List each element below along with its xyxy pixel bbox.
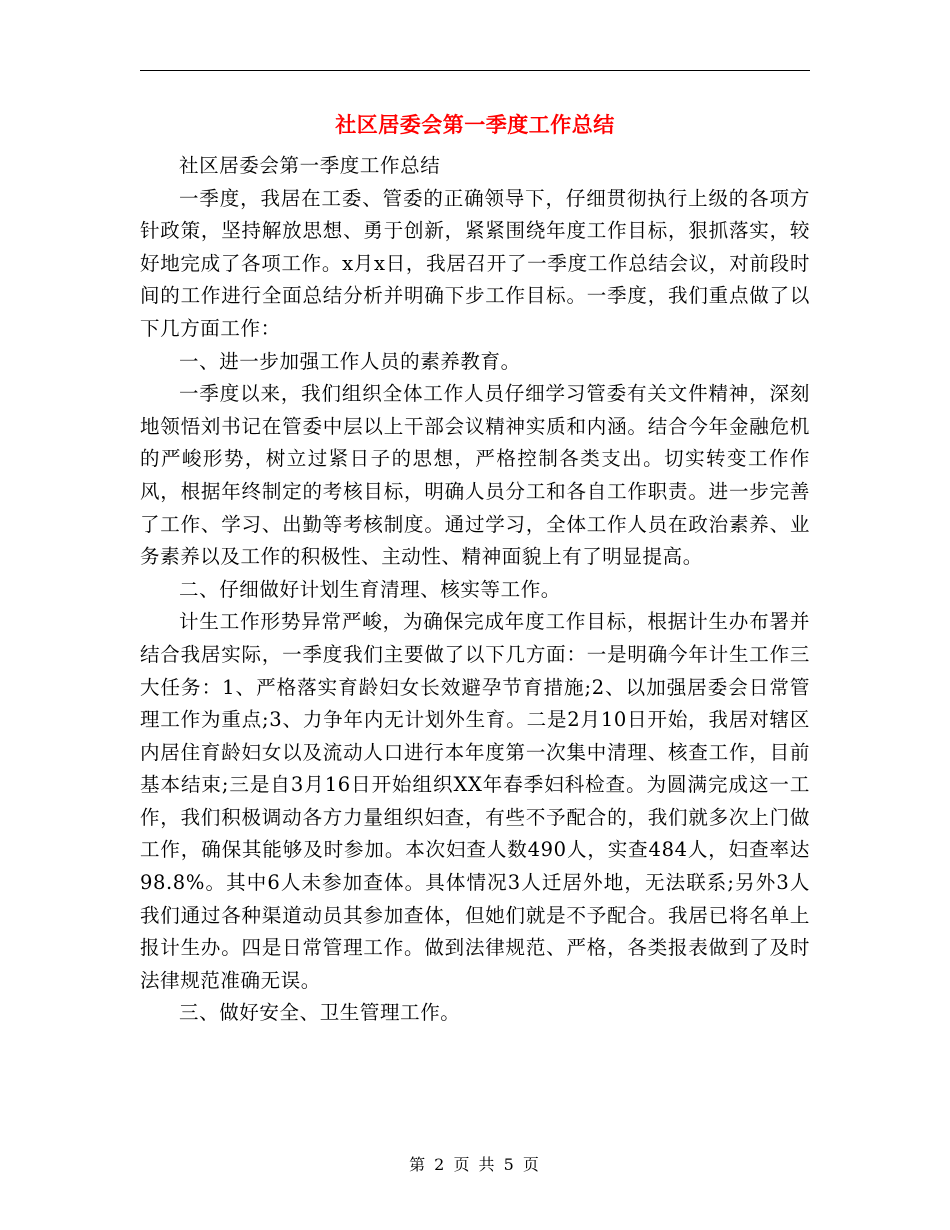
header-rule [140, 70, 810, 71]
document-body [140, 150, 810, 1030]
section-heading-2: 二、仔细做好计划生育清理、核实等工作。 [179, 577, 561, 601]
paragraph-intro: 一季度，我居在工委、管委的正确领导下，仔细贯彻执行上级的各项方针政策，坚持解放思想、勇于创新，紧紧围绕年度工作目标，狠抓落实，较好地完成了各项工作。x月x日，我居召开了一季度工作总结会议，对前段时间的工作进行全面总结分析并明确下步工作目标。一季度，我们重点做了以下几方面工作： [140, 186, 810, 340]
paragraph-section-1: 一季度以来，我们组织全体工作人员仔细学习管委有关文件精神，深刻地领悟刘书记在管委中层以上干部会议精神实质和内涵。结合今年金融危机的严峻形势，树立过紧日子的思想，严格控制各类支出。切实转变工作作风，根据年终制定的考核目标，明确人员分工和各自工作职责。进一步完善了工作、学习、出勤等考核制度。通过学习，全体工作人员在政治素养、业务素养以及工作的积极性、主动性、精神面貌上有了明显提高。 [140, 382, 810, 569]
section-heading-3: 三、做好安全、卫生管理工作。 [179, 1001, 461, 1025]
paragraph-section-2: 计生工作形势异常严峻，为确保完成年度工作目标，根据计生办布署并结合我居实际，一季度我们主要做了以下几方面：一是明确今年计生工作三大任务：1、严格落实育龄妇女长效避孕节育措施;2、以加强居委会日常管理工作为重点;3、力争年内无计划外生育。二是2月10日开始，我居对辖区内居住育龄妇女以及流动人口进行本年度第一次集中清理、核查工作，目前基本结束;三是自3月16日开始组织XX年春季妇科检查。为圆满完成这一工作，我们积极调动各方力量组织妇查，有些不予配合的，我们就多次上门做工作，确保其能够及时参加。本次妇查人数490人，实查484人，妇查率达98.8%。其中6人未参加查体。具体情况3人迁居外地，无法联系;另外3人我们通过各种渠道动员其参加查体，但她们就是不予配合。我居已将名单上报计生办。四是日常管理工作。做到法律规范、严格，各类报表做到了及时法律规范准确无误。 [140, 610, 810, 992]
document-title: 社区居委会第一季度工作总结 [335, 112, 615, 137]
page-number-footer: 第 2 页 共 5 页 [409, 1155, 541, 1174]
paragraph-subtitle: 社区居委会第一季度工作总结 [179, 154, 441, 177]
section-heading-1: 一、进一步加强工作人员的素养教育。 [179, 349, 521, 373]
